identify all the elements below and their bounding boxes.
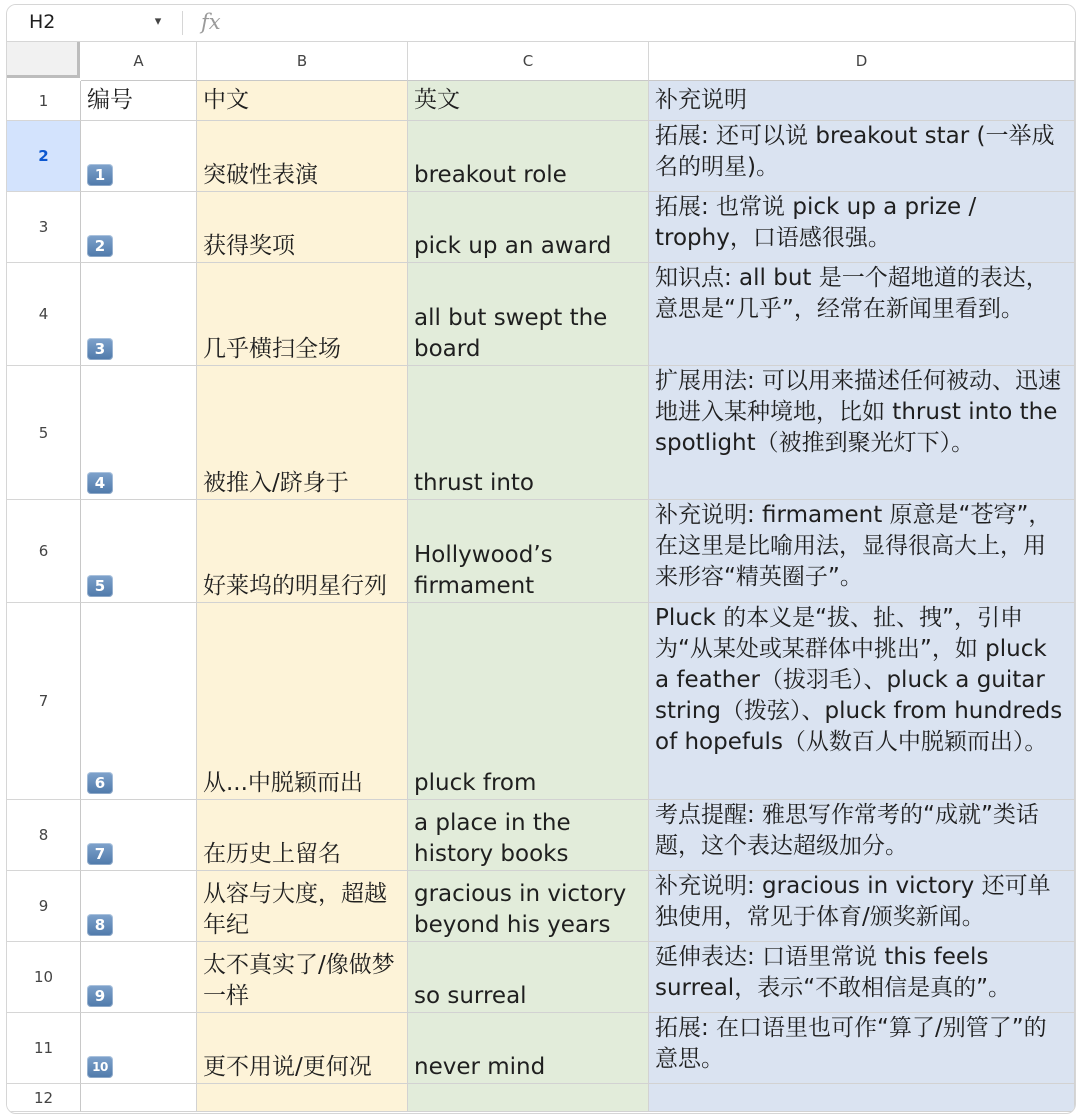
cell-english[interactable] [408,192,649,263]
empty-cell[interactable] [81,1084,197,1112]
cell-note[interactable] [649,1013,1075,1084]
row-header[interactable]: 3 [7,192,81,263]
cell-chinese[interactable] [197,1013,408,1084]
cell-index[interactable] [81,800,197,871]
cell-english[interactable] [408,800,649,871]
cell-index[interactable] [81,121,197,192]
cell-chinese[interactable] [197,942,408,1013]
cell-chinese-text: 更不用说/更何况 [203,1054,372,1080]
number-badge-icon: 5 [87,575,113,597]
cell-note[interactable] [649,192,1075,263]
cell-chinese[interactable] [197,192,408,263]
cell-english-text: a place in the history books [414,810,571,867]
header-cell-text: 英文 [414,87,460,113]
cell-index[interactable] [81,603,197,800]
header-cell-text: 中文 [203,87,249,113]
function-icon: fx [201,10,221,34]
cell-index[interactable] [81,192,197,263]
number-badge-icon: 9 [87,985,113,1007]
cell-note[interactable] [649,603,1075,800]
number-badge-icon: 4 [87,472,113,494]
cell-english-text: never mind [414,1054,546,1080]
cell-english[interactable] [408,366,649,500]
cell-english[interactable] [408,603,649,800]
cell-index[interactable] [81,366,197,500]
cell-note[interactable] [649,942,1075,1013]
row-header[interactable]: 8 [7,800,81,871]
cell-chinese-text: 好莱坞的明星行列 [203,573,387,599]
cell-chinese-text: 突破性表演 [203,162,318,188]
row-header[interactable]: 7 [7,603,81,800]
cell-note-text: Pluck 的本义是“拔、扯、拽”，引申为“从某处或某群体中挑出”，如 pluck a feather（拔羽毛）、pluck a guitar string（拨弦）、pluck from hundreds of hopefuls（从数百人中脱颖而出）。 [655,605,1063,755]
cell-english-text: pluck from [414,770,537,796]
cell-chinese[interactable] [197,121,408,192]
cell-chinese[interactable] [197,366,408,500]
header-cell-text: 编号 [87,87,133,113]
cell-index[interactable] [81,263,197,366]
cell-note-text: 拓展: 也常说 pick up a prize / trophy，口语感很强。 [655,194,977,251]
select-all-corner[interactable] [7,42,80,78]
column-header-b[interactable]: B [197,42,408,81]
cell-english[interactable] [408,121,649,192]
cell-chinese-text: 在历史上留名 [203,841,341,867]
cell-index[interactable] [81,500,197,603]
cell-english-text: so surreal [414,983,527,1009]
row-header[interactable]: 2 [7,121,81,192]
cell-chinese-text: 被推入/跻身于 [203,470,349,496]
cell-note[interactable] [649,366,1075,500]
row-header[interactable]: 11 [7,1013,81,1084]
cell-note-text: 扩展用法: 可以用来描述任何被动、迅速地进入某种境地，比如 thrust into the spotlight（被推到聚光灯下）。 [655,368,1062,456]
number-badge-icon: 7 [87,843,113,865]
header-cell-text: 补充说明 [655,87,747,113]
empty-cell[interactable] [649,1084,1075,1112]
header-cell-a[interactable] [81,81,197,121]
header-cell-b[interactable] [197,81,408,121]
cell-english-text: all but swept the board [414,305,608,362]
number-badge-icon: 3 [87,338,113,360]
number-badge-icon: 6 [87,772,113,794]
cell-chinese[interactable] [197,871,408,942]
cell-index[interactable] [81,1013,197,1084]
cell-chinese[interactable] [197,263,408,366]
number-badge-icon: 1 [87,164,113,186]
cell-note-text: 拓展: 在口语里也可作“算了/别管了”的意思。 [655,1015,1047,1072]
cell-note[interactable] [649,121,1075,192]
cell-note-text: 延伸表达: 口语里常说 this feels surreal，表示“不敢相信是真的”。 [655,944,1012,1001]
empty-cell[interactable] [408,1084,649,1112]
formula-bar [7,5,1075,42]
column-header-a[interactable]: A [81,42,197,81]
cell-chinese[interactable] [197,800,408,871]
header-cell-c[interactable] [408,81,649,121]
cell-english[interactable] [408,1013,649,1084]
cell-english[interactable] [408,942,649,1013]
cell-note[interactable] [649,500,1075,603]
cell-chinese[interactable] [197,500,408,603]
header-cell-d[interactable] [649,81,1075,121]
cell-english-text: breakout role [414,162,567,188]
cell-chinese-text: 获得奖项 [203,233,295,259]
cell-note[interactable] [649,263,1075,366]
row-header[interactable]: 5 [7,366,81,500]
cell-chinese-text: 从...中脱颖而出 [203,770,363,796]
number-badge-icon: 8 [87,914,113,936]
row-header[interactable]: 4 [7,263,81,366]
cell-english-text: thrust into [414,470,534,496]
row-header[interactable]: 6 [7,500,81,603]
empty-cell[interactable] [197,1084,408,1112]
number-badge-icon: 10 [87,1056,113,1078]
cell-chinese-text: 几乎横扫全场 [203,336,341,362]
cell-chinese-text: 从容与大度，超越年纪 [203,881,387,938]
spreadsheet-window [6,4,1076,1114]
chevron-down-icon[interactable]: ▾ [154,14,162,29]
formula-bar-divider [182,11,183,35]
cell-english-text: Hollywood’s firmament [414,542,553,599]
column-header-c[interactable]: C [408,42,649,81]
cell-note-text: 考点提醒: 雅思写作常考的“成就”类话题，这个表达超级加分。 [655,802,1039,859]
cell-note-text: 拓展: 还可以说 breakout star (一举成名的明星)。 [655,123,1055,180]
cell-note-text: 补充说明: firmament 原意是“苍穹”，在这里是比喻用法，显得很高大上，用来形容“精英圈子”。 [655,502,1052,590]
cell-note[interactable] [649,871,1075,942]
formula-input[interactable] [247,9,1065,35]
cell-chinese[interactable] [197,603,408,800]
cell-index[interactable] [81,871,197,942]
cell-index[interactable] [81,942,197,1013]
cell-note-text: 补充说明: gracious in victory 还可单独使用，常见于体育/颁奖新闻。 [655,873,1051,930]
row-header[interactable]: 12 [7,1084,81,1112]
row-header[interactable]: 10 [7,942,81,1013]
cell-english-text: gracious in victory beyond his years [414,881,627,938]
cell-english[interactable] [408,500,649,603]
row-header[interactable]: 9 [7,871,81,942]
column-header-d[interactable]: D [649,42,1075,81]
name-box[interactable]: H2 [29,11,56,33]
cell-english-text: pick up an award [414,233,612,259]
cell-note-text: 知识点: all but 是一个超地道的表达，意思是“几乎”，经常在新闻里看到。 [655,265,1049,322]
cell-note[interactable] [649,800,1075,871]
cell-english[interactable] [408,263,649,366]
row-header[interactable]: 1 [7,81,81,121]
number-badge-icon: 2 [87,235,113,257]
cell-english[interactable] [408,871,649,942]
cell-chinese-text: 太不真实了/像做梦一样 [203,952,395,1009]
